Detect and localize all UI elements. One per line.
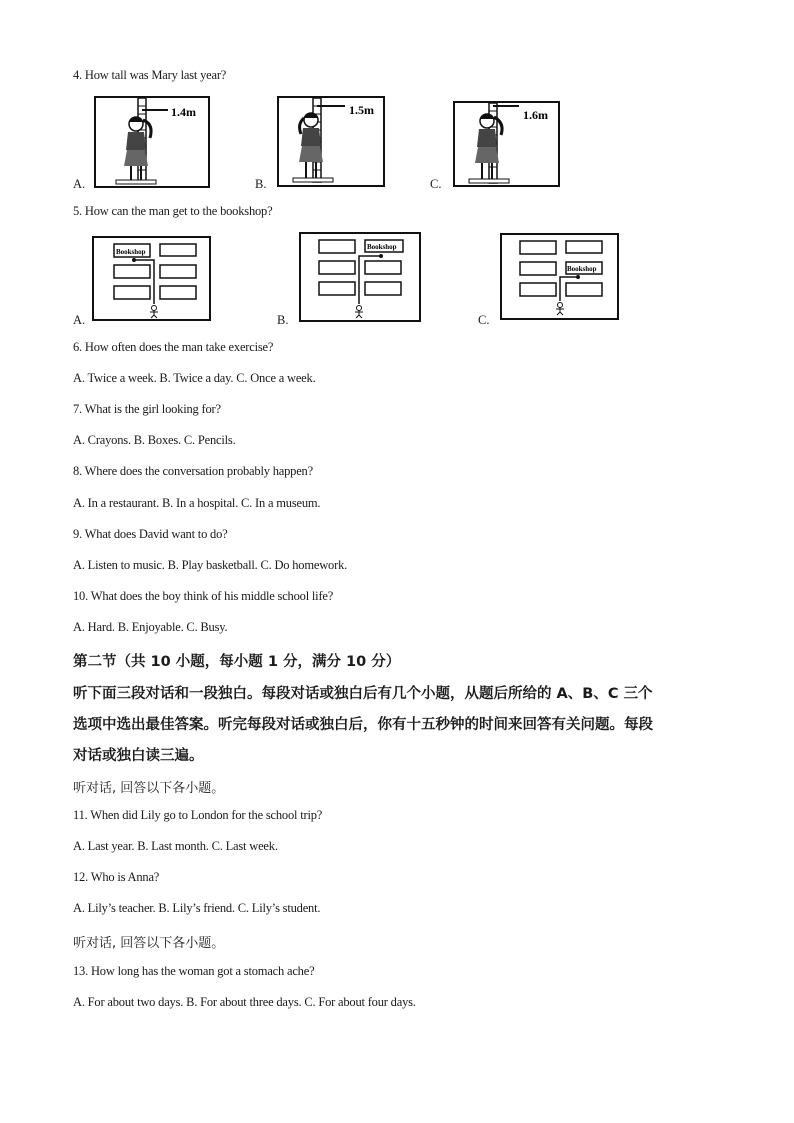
question-13-options: A. For about two days. B. For about three days. C. For about four days. <box>73 995 416 1009</box>
q5-map-c-bookshop-label: Bookshop <box>567 265 597 273</box>
question-8-text: 8. Where does the conversation probably happen? <box>73 464 313 478</box>
q4-height-label-c: 1.6m <box>523 108 548 122</box>
question-7-options: A. Crayons. B. Boxes. C. Pencils. <box>73 433 236 447</box>
question-12-text: 12. Who is Anna? <box>73 870 160 884</box>
listen-prompt-2: 听对话, 回答以下各小题。 <box>73 936 225 951</box>
q5-option-b-label: B. <box>277 313 289 327</box>
q5-map-a-bookshop-label: Bookshop <box>116 248 146 256</box>
section-title: 第二节（共 10 小题，每小题 1 分，满分 10 分） <box>73 654 401 670</box>
q4-option-a-label: A. <box>73 177 86 191</box>
question-6-options: A. Twice a week. B. Twice a day. C. Once a week. <box>73 371 316 385</box>
question-11-text: 11. When did Lily go to London for the school trip? <box>73 808 323 822</box>
question-13-text: 13. How long has the woman got a stomach ache? <box>73 964 315 978</box>
q4-figure-c-height-chart <box>453 101 560 187</box>
question-8-options: A. In a restaurant. B. In a hospital. C. In a museum. <box>73 496 321 510</box>
q5-map-a <box>92 236 211 321</box>
q4-height-label-a: 1.4m <box>171 105 196 119</box>
section-instruction-line-2: 选项中选出最佳答案。听完每段对话或独白后，你有十五秒钟的时间来回答有关问题。每段 <box>73 717 653 733</box>
section-instruction-line-1: 听下面三段对话和一段独白。每段对话或独白后有几个小题，从题后所给的 A、B、C 三个 <box>73 686 653 702</box>
question-7-text: 7. What is the girl looking for? <box>73 402 221 416</box>
q5-option-c-label: C. <box>478 313 490 327</box>
question-12-options: A. Lily’s teacher. B. Lily’s friend. C. Lily’s student. <box>73 901 321 915</box>
q4-figure-b-height-chart <box>277 96 385 187</box>
question-6-text: 6. How often does the man take exercise? <box>73 340 274 354</box>
q4-figure-a-height-chart <box>94 96 210 188</box>
question-9-text: 9. What does David want to do? <box>73 527 228 541</box>
listen-prompt-1: 听对话, 回答以下各小题。 <box>73 781 225 796</box>
q5-map-c <box>500 233 619 320</box>
question-10-text: 10. What does the boy think of his middle school life? <box>73 589 334 603</box>
q5-map-b-bookshop-label: Bookshop <box>367 243 397 251</box>
question-4-text: 4. How tall was Mary last year? <box>73 68 227 82</box>
q5-option-a-label: A. <box>73 313 86 327</box>
question-9-options: A. Listen to music. B. Play basketball. C. Do homework. <box>73 558 348 572</box>
question-10-options: A. Hard. B. Enjoyable. C. Busy. <box>73 620 228 634</box>
question-5-text: 5. How can the man get to the bookshop? <box>73 204 273 218</box>
q4-height-label-b: 1.5m <box>349 103 374 117</box>
q4-option-b-label: B. <box>255 177 267 191</box>
q5-map-b <box>299 232 421 322</box>
q4-option-c-label: C. <box>430 177 442 191</box>
section-instruction-line-3: 对话或独白读三遍。 <box>73 748 204 764</box>
question-11-options: A. Last year. B. Last month. C. Last week. <box>73 839 278 853</box>
